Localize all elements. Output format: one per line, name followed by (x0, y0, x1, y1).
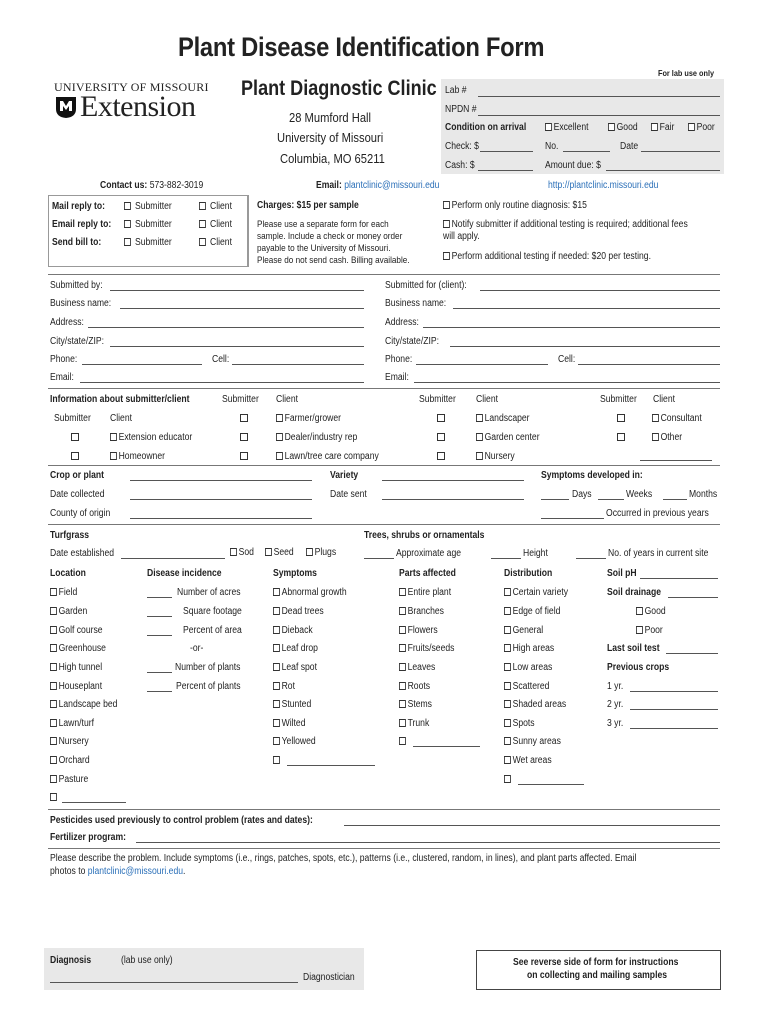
client-cell-label: Cell: (558, 354, 576, 365)
height-label: Height (523, 548, 548, 559)
client-phone-field[interactable] (416, 364, 548, 365)
notify-submitter-option[interactable]: Notify submitter if additional testing is required; additional fees (443, 219, 688, 230)
charges-text: Please do not send cash. Billing available. (257, 255, 410, 266)
previous-years-field[interactable] (541, 518, 604, 519)
dist-scattered[interactable]: Scattered (504, 681, 549, 692)
part-roots[interactable]: Roots (399, 681, 430, 692)
symptoms-header: Symptoms (273, 568, 317, 579)
location-other-field[interactable] (62, 802, 126, 803)
pesticides-field[interactable] (344, 825, 720, 826)
variety-label: Variety (330, 470, 359, 481)
drainage-good[interactable]: Good (636, 606, 666, 617)
dist-sunny[interactable]: Sunny areas (504, 736, 561, 747)
submitter-landscaper[interactable] (437, 414, 445, 422)
client-farmer[interactable]: Farmer/grower (276, 413, 341, 424)
checkbox-icon (608, 123, 615, 131)
contact-phone: Contact us: 573-882-3019 (100, 180, 204, 191)
clinic-name: Plant Diagnostic Clinic (241, 77, 437, 100)
submitted-by-label: Submitted by: (50, 280, 103, 291)
client-address-field[interactable] (423, 327, 720, 328)
submitter-ext-educator[interactable] (71, 433, 79, 441)
clinic-website-link[interactable]: http://plantclinic.missouri.edu (548, 180, 659, 191)
part-branches[interactable]: Branches (399, 606, 444, 617)
distribution-header: Distribution (504, 568, 553, 579)
phone-label: Phone: (50, 354, 78, 365)
location-other[interactable] (50, 792, 59, 803)
incidence-label: Percent of area (183, 625, 242, 636)
location-pasture[interactable]: Pasture (50, 774, 88, 785)
checkbox-icon (688, 123, 695, 131)
email-link[interactable]: plantclinic@missouri.edu (344, 180, 440, 191)
other-field[interactable] (640, 460, 712, 461)
dist-general[interactable]: General (504, 625, 543, 636)
photos-email-link[interactable]: plantclinic@missouri.edu (87, 866, 184, 877)
county-label: County of origin (50, 508, 111, 519)
location-landscape-bed[interactable]: Landscape bed (50, 699, 117, 710)
condition-excellent[interactable]: Excellent (545, 122, 588, 133)
amount-due-field[interactable] (606, 170, 720, 171)
dist-certain-variety[interactable]: Certain variety (504, 587, 568, 598)
check-label: Check: $ (445, 141, 479, 152)
clinic-address-1: 28 Mumford Hall (289, 110, 372, 125)
date-collected-field[interactable] (130, 499, 312, 500)
incidence-label: Square footage (183, 606, 242, 617)
routine-diagnosis-option[interactable]: Perform only routine diagnosis: $15 (443, 200, 587, 211)
crop-label: Crop or plant (50, 470, 104, 481)
dist-other[interactable] (504, 774, 513, 785)
describe-instructions: Please describe the problem. Include symptoms (i.e., rings, patches, spots, etc.), patterns (i.e., clustered, random, in lines), and plant parts affected. Email (50, 853, 637, 864)
client-address-label: Address: (385, 317, 419, 328)
location-nursery[interactable]: Nursery (50, 736, 89, 747)
crop-year-1-label: 1 yr. (607, 681, 624, 692)
soil-ph-field[interactable] (640, 578, 718, 579)
location-greenhouse[interactable]: Greenhouse (50, 643, 106, 654)
dist-high-areas[interactable]: High areas (504, 643, 554, 654)
weeks-field[interactable] (598, 499, 624, 500)
client-cell-field[interactable] (578, 364, 720, 365)
soil-drainage-field[interactable] (668, 597, 718, 598)
crop-year-1-field[interactable] (630, 691, 718, 692)
part-stems[interactable]: Stems (399, 699, 432, 710)
crop-year-3-field[interactable] (630, 728, 718, 729)
submitter-farmer[interactable] (240, 414, 248, 422)
symptom-abnormal-growth[interactable]: Abnormal growth (273, 587, 347, 598)
client-garden-center[interactable]: Garden center (476, 432, 540, 443)
email-field[interactable] (80, 382, 364, 383)
col-client: Client (110, 413, 132, 424)
city-field[interactable] (110, 346, 364, 347)
weeks-label: Weeks (626, 489, 653, 500)
clinic-address-2: University of Missouri (277, 130, 384, 145)
location-lawn[interactable]: Lawn/turf (50, 718, 94, 729)
number-plants-field[interactable] (147, 672, 172, 673)
fertilizer-field[interactable] (136, 842, 720, 843)
approx-age-field[interactable] (364, 558, 394, 559)
notify-text: will apply. (443, 231, 480, 242)
check-no-label: No. (545, 141, 559, 152)
plugs-option[interactable]: Plugs (306, 547, 336, 558)
date-established-label: Date established (50, 548, 115, 559)
cell-label: Cell: (212, 354, 230, 365)
check-date-label: Date (620, 141, 639, 152)
client-consultant[interactable]: Consultant (652, 413, 702, 424)
cell-field[interactable] (232, 364, 364, 365)
col-submitter: Submitter (600, 394, 637, 405)
location-golf-course[interactable]: Golf course (50, 625, 103, 636)
location-header: Location (50, 568, 86, 579)
col-submitter: Submitter (54, 413, 91, 424)
bill-client[interactable]: Client (199, 237, 232, 248)
checkbox-icon (545, 123, 552, 131)
client-business-field[interactable] (453, 308, 720, 309)
diagnostician-field[interactable] (50, 982, 298, 983)
symptom-dead-trees[interactable]: Dead trees (273, 606, 324, 617)
check-field[interactable] (480, 151, 533, 152)
fertilizer-label: Fertilizer program: (50, 832, 126, 843)
mail-reply-submitter[interactable]: Submitter (124, 201, 172, 212)
last-soil-test-label: Last soil test (607, 643, 660, 654)
city-label: City/state/ZIP: (50, 336, 105, 347)
dist-spots[interactable]: Spots (504, 718, 535, 729)
trees-title: Trees, shrubs or ornamentals (364, 530, 485, 541)
location-high-tunnel[interactable]: High tunnel (50, 662, 102, 673)
submitter-lawn-care[interactable] (240, 452, 248, 460)
submitter-consultant[interactable] (617, 414, 625, 422)
condition-fair[interactable]: Fair (651, 122, 674, 133)
symptom-leaf-drop[interactable]: Leaf drop (273, 643, 318, 654)
submitter-garden-center[interactable] (437, 433, 445, 441)
check-no-field[interactable] (563, 151, 610, 152)
days-field[interactable] (541, 499, 569, 500)
part-fruits[interactable]: Fruits/seeds (399, 643, 454, 654)
client-ext-educator[interactable]: Extension educator (110, 432, 192, 443)
soil-drainage-label: Soil drainage (607, 587, 662, 598)
dist-shaded[interactable]: Shaded areas (504, 699, 566, 710)
mail-reply-client[interactable]: Client (199, 201, 232, 212)
part-trunk[interactable]: Trunk (399, 718, 429, 729)
business-label: Business name: (50, 298, 112, 309)
client-email-label: Email: (385, 372, 409, 383)
symptom-other-field[interactable] (287, 765, 375, 766)
date-sent-field[interactable] (382, 499, 524, 500)
days-label: Days (572, 489, 592, 500)
col-client: Client (653, 394, 675, 405)
symptom-dieback[interactable]: Dieback (273, 625, 313, 636)
location-houseplant[interactable]: Houseplant (50, 681, 102, 692)
charges-title: Charges: $15 per sample (257, 200, 359, 211)
crop-year-3-label: 3 yr. (607, 718, 624, 729)
months-label: Months (689, 489, 718, 500)
client-nursery[interactable]: Nursery (476, 451, 515, 462)
incidence-label: Number of plants (175, 662, 241, 673)
submitted-for-field[interactable] (480, 290, 720, 291)
address-field[interactable] (88, 327, 364, 328)
phone-field[interactable] (82, 364, 202, 365)
address-label: Address: (50, 317, 84, 328)
submitted-for-label: Submitted for (client): (385, 280, 467, 291)
previous-crops-label: Previous crops (607, 662, 670, 673)
client-business-label: Business name: (385, 298, 447, 309)
submitter-nursery[interactable] (437, 452, 445, 460)
crop-year-2-label: 2 yr. (607, 699, 624, 710)
npdn-label: NPDN # (445, 104, 477, 115)
lab-use-label: For lab use only (658, 68, 715, 78)
col-client: Client (276, 394, 298, 405)
condition-label: Condition on arrival (445, 122, 527, 133)
additional-testing-option[interactable]: Perform additional testing if needed: $20 per testing. (443, 251, 651, 262)
reverse-note-2: on collecting and mailing samples (527, 970, 668, 981)
date-sent-label: Date sent (330, 489, 367, 500)
reverse-note-1: See reverse side of form for instructions (513, 957, 679, 968)
symptom-stunted[interactable]: Stunted (273, 699, 311, 710)
business-field[interactable] (120, 308, 364, 309)
submitted-by-field[interactable] (110, 290, 364, 291)
info-title: Information about submitter/client (50, 394, 190, 405)
symptom-yellowed[interactable]: Yellowed (273, 736, 316, 747)
symptom-wilted[interactable]: Wilted (273, 718, 306, 729)
seed-option[interactable]: Seed (265, 547, 294, 558)
submitter-other[interactable] (617, 433, 625, 441)
acres-field[interactable] (147, 597, 172, 598)
client-phone-label: Phone: (385, 354, 413, 365)
col-submitter: Submitter (419, 394, 456, 405)
diagnosis-lab-use: (lab use only) (121, 955, 173, 966)
diagnosis-box (44, 948, 364, 990)
submitter-dealer[interactable] (240, 433, 248, 441)
email-reply-submitter[interactable]: Submitter (124, 219, 172, 230)
sod-option[interactable]: Sod (230, 547, 254, 558)
diagnostician-label: Diagnostician (303, 972, 355, 983)
turfgrass-title: Turfgrass (50, 530, 90, 541)
client-email-field[interactable] (414, 382, 720, 383)
client-city-field[interactable] (450, 346, 720, 347)
years-site-field[interactable] (576, 558, 606, 559)
lab-number-label: Lab # (445, 85, 467, 96)
client-dealer[interactable]: Dealer/industry rep (276, 432, 357, 443)
charges-text: Please use a separate form for each (257, 219, 389, 230)
symptom-leaf-spot[interactable]: Leaf spot (273, 662, 317, 673)
dist-edge-field[interactable]: Edge of field (504, 606, 560, 617)
months-field[interactable] (663, 499, 687, 500)
diagnosis-label: Diagnosis (50, 955, 92, 966)
submitter-homeowner[interactable] (71, 452, 79, 460)
client-lawn-care[interactable]: Lawn/tree care company (276, 451, 379, 462)
form-title: Plant Disease Identification Form (178, 32, 545, 62)
checkbox-icon (651, 123, 658, 131)
incidence-label: Percent of plants (176, 681, 241, 692)
county-field[interactable] (130, 518, 312, 519)
lab-number-field[interactable] (478, 96, 720, 97)
problem-description-area[interactable] (48, 880, 720, 945)
part-flowers[interactable]: Flowers (399, 625, 438, 636)
contact-email: Email: plantclinic@missouri.edu (316, 180, 440, 191)
amount-due-label: Amount due: $ (545, 160, 601, 171)
variety-field[interactable] (382, 480, 524, 481)
col-submitter: Submitter (222, 394, 259, 405)
check-date-field[interactable] (641, 151, 720, 152)
describe-instructions-2: photos to plantclinic@missouri.edu. (50, 866, 186, 877)
client-landscaper[interactable]: Landscaper (476, 413, 530, 424)
cash-label: Cash: $ (445, 160, 475, 171)
location-field[interactable]: Field (50, 587, 77, 598)
condition-poor[interactable]: Poor (688, 122, 715, 133)
approx-age-label: Approximate age (396, 548, 462, 559)
clinic-address-3: Columbia, MO 65211 (280, 151, 385, 166)
condition-good[interactable]: Good (608, 122, 638, 133)
date-collected-label: Date collected (50, 489, 105, 500)
bill-submitter[interactable]: Submitter (124, 237, 172, 248)
percent-plants-field[interactable] (147, 691, 172, 692)
drainage-poor[interactable]: Poor (636, 625, 663, 636)
part-other-field[interactable] (413, 746, 480, 747)
dist-other-field[interactable] (518, 784, 584, 785)
part-entire-plant[interactable]: Entire plant (399, 587, 451, 598)
parts-header: Parts affected (399, 568, 456, 579)
last-soil-test-field[interactable] (666, 653, 718, 654)
email-reply-client[interactable]: Client (199, 219, 232, 230)
dist-low-areas[interactable]: Low areas (504, 662, 552, 673)
client-other[interactable]: Other (652, 432, 682, 443)
incidence-header: Disease incidence (147, 568, 222, 579)
pesticides-label: Pesticides used previously to control problem (rates and dates): (50, 815, 313, 826)
sqft-field[interactable] (147, 616, 172, 617)
charges-text: payable to the University of Missouri. (257, 243, 391, 254)
location-orchard[interactable]: Orchard (50, 755, 90, 766)
part-other[interactable] (399, 736, 408, 747)
send-bill-label: Send bill to: (52, 237, 102, 248)
npdn-field[interactable] (478, 115, 720, 116)
dist-wet[interactable]: Wet areas (504, 755, 552, 766)
symptom-other[interactable] (273, 755, 282, 766)
mail-reply-label: Mail reply to: (52, 201, 106, 212)
crop-field[interactable] (130, 480, 312, 481)
previous-years-label: Occurred in previous years (606, 508, 709, 519)
location-garden[interactable]: Garden (50, 606, 87, 617)
years-site-label: No. of years in current site (608, 548, 709, 559)
mu-shield-icon (54, 95, 78, 119)
symptoms-developed-label: Symptoms developed in: (541, 470, 643, 481)
email-reply-label: Email reply to: (52, 219, 112, 230)
percent-area-field[interactable] (147, 635, 172, 636)
col-client: Client (476, 394, 498, 405)
part-leaves[interactable]: Leaves (399, 662, 435, 673)
symptom-rot[interactable]: Rot (273, 681, 295, 692)
email-label: Email: (50, 372, 74, 383)
client-city-label: City/state/ZIP: (385, 336, 440, 347)
date-established-field[interactable] (121, 558, 225, 559)
soil-ph-label: Soil pH (607, 568, 637, 579)
height-field[interactable] (491, 558, 521, 559)
client-homeowner[interactable]: Homeowner (110, 451, 165, 462)
cash-field[interactable] (478, 170, 533, 171)
incidence-or: -or- (190, 643, 204, 654)
crop-year-2-field[interactable] (630, 709, 718, 710)
charges-text: sample. Include a check or money order (257, 231, 403, 242)
incidence-label: Number of acres (177, 587, 241, 598)
